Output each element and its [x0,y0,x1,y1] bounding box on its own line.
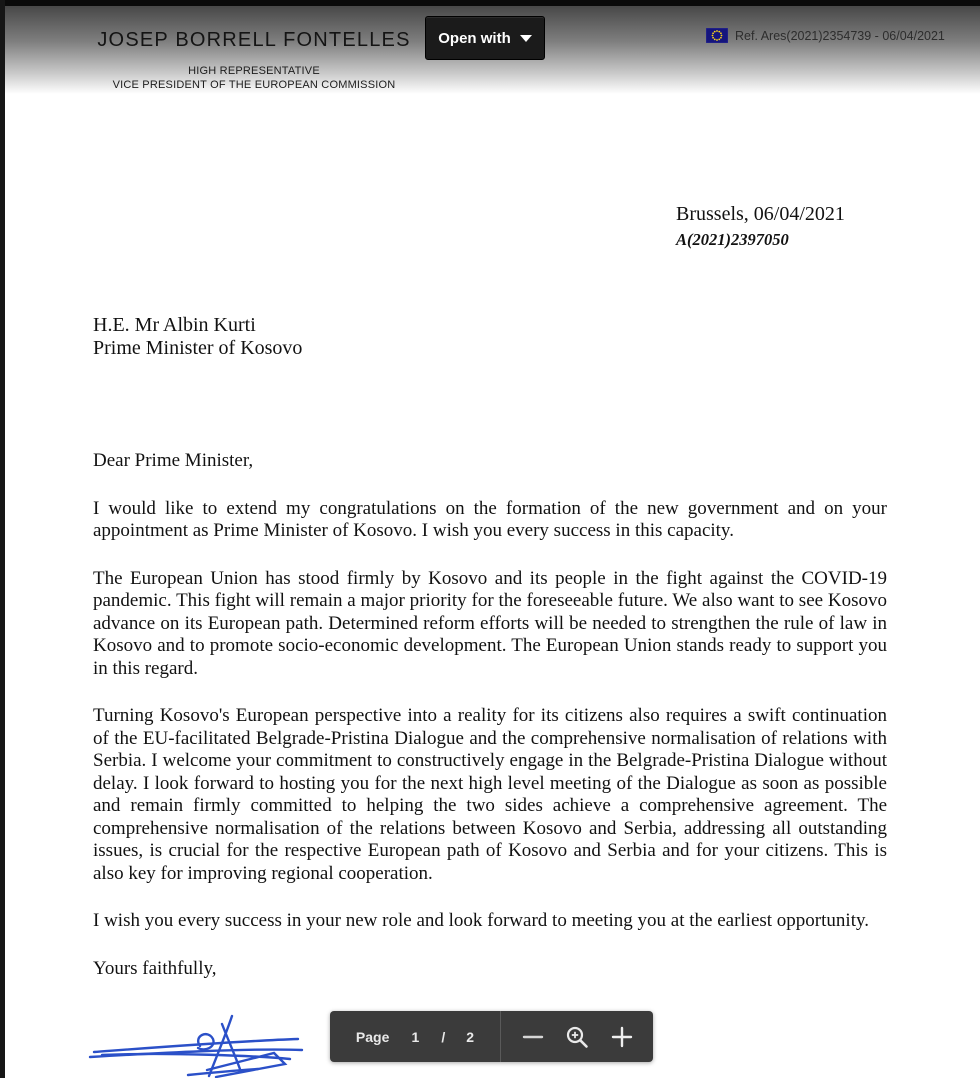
recipient-title: Prime Minister of Kosovo [93,337,303,359]
letterhead-title-line2: VICE PRESIDENT OF THE EUROPEAN COMMISSION [112,78,396,91]
salutation: Dear Prime Minister, [93,450,254,471]
letterhead [93,29,415,92]
page-total: 2 [466,1028,475,1045]
zoom-in-button[interactable] [610,1025,634,1049]
date-block [676,203,845,250]
magnifier-plus-icon [564,1024,590,1050]
recipient-name: H.E. Mr Albin Kurti [93,314,256,336]
paragraph-2: The European Union has stood firmly by Kosovo and its people in the fight against the COVID-19 pandemic. This fight will remain a major priority for the foreseeable future. We also want to see Kosovo advance on its European path. Determined reform efforts will be needed to strengthen the rule of law in Kosovo and to promote socio-economic development. The European Union stands ready to support you in this regard. [93,567,887,679]
minus-icon [521,1025,545,1049]
registration-stamp [706,28,945,43]
open-with-button[interactable] [425,16,545,60]
page-separator: / [441,1028,446,1045]
paragraph-1: I would like to extend my congratulations on the formation of the new government and on your appointment as Prime Minister of Kosovo. I wish you every success in this capacity. [93,497,887,541]
letterhead-name: JOSEP BORRELL FONTELLES [97,29,411,51]
page-indicator [330,1011,500,1062]
ref-ares-text: Ref. Ares(2021)2354739 - 06/04/2021 [735,28,945,43]
page-left-edge [0,0,5,1078]
plus-icon [610,1025,634,1049]
page-label: Page [355,1028,390,1045]
reference-number: A(2021)2397050 [676,230,789,249]
page-number-input[interactable]: 1 [411,1028,420,1045]
closing: Yours faithfully, [93,957,217,979]
letter-body [93,450,887,1005]
zoom-out-button[interactable] [521,1025,545,1049]
paragraph-3: Turning Kosovo's European perspective into a reality for its citizens also requires a swift continuation of the EU-facilitated Belgrade-Pristina Dialogue and the comprehensive normalisation of relations with Serbia. I welcome your commitment to constructively engage in the Belgrade-Pristina Dialogue without delay. I look forward to hosting you for the next high level meeting of the Dialogue as soon as possible and remain firmly committed to helping the two sides achieve a comprehensive agreement. The comprehensive normalisation of the relations between Kosovo and Serbia, addressing all outstanding issues, is crucial for the respective European path of Kosovo and Serbia and for your citizens. This is also key for improving regional cooperation. [93,705,887,884]
eu-flag-icon [706,28,728,43]
signature-image [88,1012,308,1078]
letterhead-title-line1: HIGH REPRESENTATIVE [188,65,320,77]
zoom-controls [501,1011,653,1062]
date-line: Brussels, 06/04/2021 [676,203,845,225]
viewer-top-edge [0,0,980,6]
caret-down-icon [520,35,532,42]
page-toolbar [330,1011,653,1062]
fit-zoom-button[interactable] [564,1024,590,1050]
recipient-block [93,314,302,360]
open-with-label: Open with [438,29,511,47]
paragraph-4: I wish you every success in your new role and look forward to meeting you at the earliest opportunity. [93,910,869,931]
